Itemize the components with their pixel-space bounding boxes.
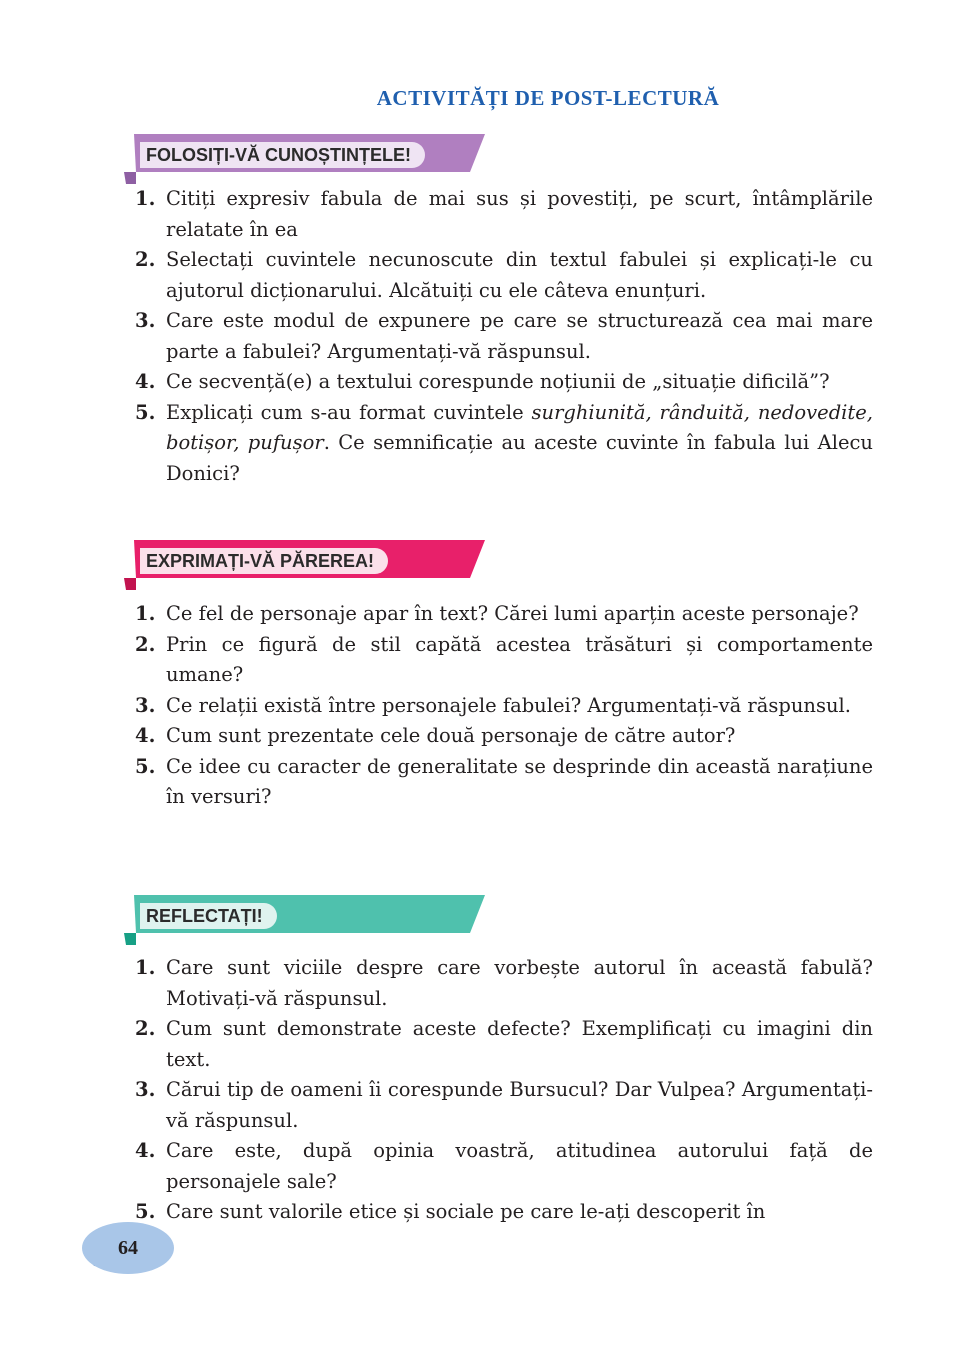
question-text: Care sunt valorile etice și sociale pe care le-ați descoperit în xyxy=(166,1200,766,1223)
question-list-knowledge xyxy=(135,184,873,489)
question-item xyxy=(135,398,873,490)
question-item xyxy=(135,367,873,398)
question-number: 4. xyxy=(135,1139,156,1162)
question-text: Care este modul de expunere pe care se structurează cea mai mare parte a fabulei? Argumentați-vă răspunsul. xyxy=(166,309,873,363)
question-number: 4. xyxy=(135,724,156,747)
section-banner-opinion xyxy=(122,538,487,594)
question-text: Ce relații există între personajele fabulei? Argumentați-vă răspunsul. xyxy=(166,693,851,717)
question-item xyxy=(135,245,873,306)
question-text: Care sunt viciile despre care vorbește autorul în această fabulă? Motivați-vă răspunsul. xyxy=(166,956,873,1010)
question-text: Selectați cuvintele necunoscute din textul fabulei și explicați-le cu ajutorul dicționarului. Alcătuiți cu ele câteva enunțuri. xyxy=(166,248,873,302)
section-label: FOLOSIȚI-VĂ CUNOȘTINȚELE! xyxy=(140,142,425,168)
question-item xyxy=(135,1075,873,1136)
section-banner-reflect xyxy=(122,893,487,949)
question-number: 3. xyxy=(135,309,156,332)
question-number: 1. xyxy=(135,956,156,979)
question-number: 5. xyxy=(135,1200,156,1223)
question-item xyxy=(135,1136,873,1197)
section-label: REFLECTAȚI! xyxy=(140,903,277,929)
question-text: Ce idee cu caracter de generalitate se desprinde din această narațiune în versuri? xyxy=(166,754,873,808)
question-item xyxy=(135,1014,873,1075)
question-text-before: Explicați cum s-au format cuvintele xyxy=(166,400,532,424)
section-banner-knowledge xyxy=(122,132,487,188)
question-item xyxy=(135,630,873,691)
question-text: Cărui tip de oameni îi corespunde Bursucul? Dar Vulpea? Argumentați-vă răspunsul. xyxy=(166,1078,873,1132)
question-item xyxy=(135,306,873,367)
question-text xyxy=(166,401,873,485)
page-number: 64 xyxy=(118,1237,138,1259)
question-text-italic-words: surghiunită, rânduită, nedovedite, botișor, pufușor xyxy=(166,400,873,454)
question-text: Cum sunt prezentate cele două personaje de către autor? xyxy=(166,724,736,747)
question-number: 2. xyxy=(135,248,156,271)
question-number: 1. xyxy=(135,602,156,625)
question-item xyxy=(135,599,873,630)
question-item xyxy=(135,184,873,245)
question-number: 1. xyxy=(135,187,156,210)
question-text-after: . Ce semnificație au aceste cuvinte în fabula lui Alecu Donici? xyxy=(166,431,873,485)
question-number: 4. xyxy=(135,370,156,393)
page-title: ACTIVITĂȚI DE POST-LECTURĂ xyxy=(376,86,720,110)
section-label: EXPRIMAȚI-VĂ PĂREREA! xyxy=(140,548,388,574)
question-text: Citiți expresiv fabula de mai sus și povestiți, pe scurt, întâmplările relatate în ea xyxy=(166,187,873,241)
question-text: Ce fel de personaje apar în text? Cărei lumi aparțin aceste personaje? xyxy=(166,602,859,625)
question-number: 3. xyxy=(135,1078,156,1101)
question-item xyxy=(135,691,873,722)
question-number: 3. xyxy=(135,693,156,717)
question-number: 2. xyxy=(135,632,156,656)
page-number-badge xyxy=(80,1220,176,1280)
question-text: Ce secvență(e) a textului corespunde noțiunii de „situație dificilă”? xyxy=(166,370,830,393)
question-text: Cum sunt demonstrate aceste defecte? Exemplificați cu imagini din text. xyxy=(166,1017,873,1071)
question-number: 5. xyxy=(135,400,156,424)
question-item xyxy=(135,721,873,752)
question-text: Prin ce figură de stil capătă acestea trăsături și comportamente umane? xyxy=(166,632,873,686)
question-list-reflect xyxy=(135,953,873,1228)
question-item xyxy=(135,953,873,1014)
question-number: 5. xyxy=(135,754,156,778)
question-text: Care este, după opinia voastră, atitudinea autorului față de personajele sale? xyxy=(166,1139,873,1193)
question-item xyxy=(135,752,873,813)
question-number: 2. xyxy=(135,1017,156,1040)
question-list-opinion xyxy=(135,599,873,813)
question-item xyxy=(135,1197,873,1228)
